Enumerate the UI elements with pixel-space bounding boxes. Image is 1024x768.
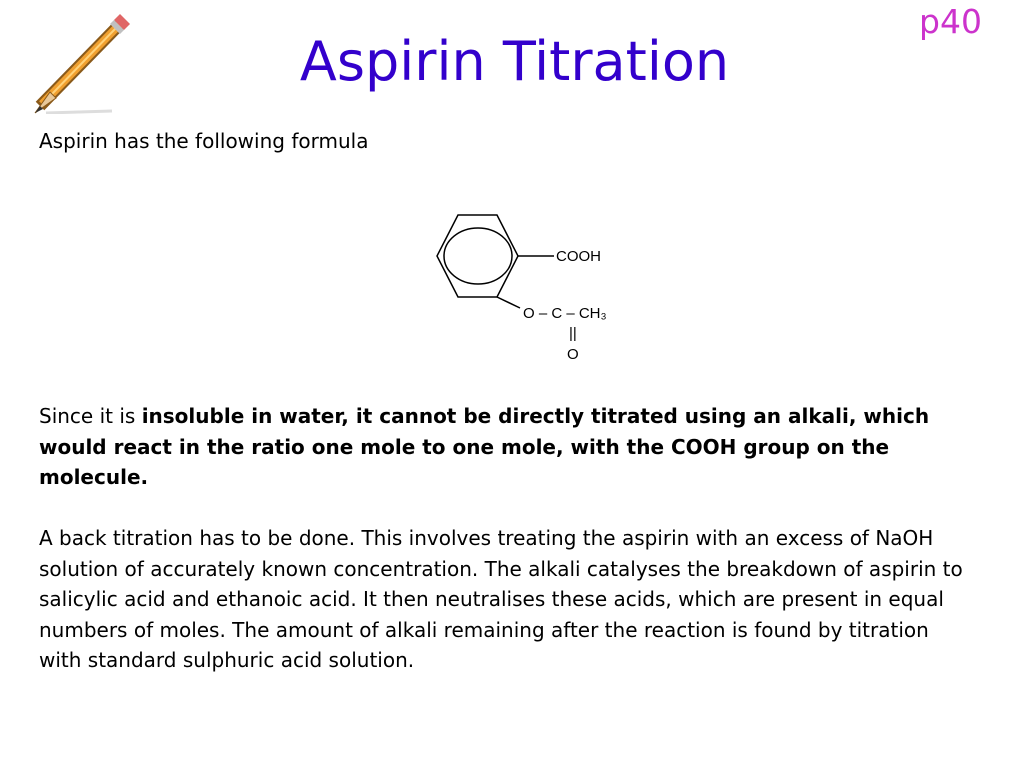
paragraph-solubility-lead: Since it is [39,404,142,428]
carbonyl-oxygen-label: O [567,346,579,363]
paragraph-solubility-bold: insoluble in water, it cannot be directly titrated using an alkali, which would react in the ratio one mole to one mole, with the COOH group on the molecule. [39,404,930,489]
aspirin-structure-diagram [398,208,638,368]
ester-bond [497,297,520,308]
cooh-label: COOH [556,248,601,265]
benzene-inner-circle [444,228,512,284]
slide-title: Aspirin Titration [299,30,730,93]
paragraph-solubility [39,401,974,493]
intro-text: Aspirin has the following formula [39,129,369,153]
paragraph-back-titration: A back titration has to be done. This involves treating the aspirin with an excess of NaOH solution of accurately known concentration. The alkali catalyses the breakdown of aspirin to salicylic acid and ethanoic acid. It then neutralises these acids, which are present in equal numbers of moles. The amount of alkali remaining after the reaction is found by titration with standard sulphuric acid solution. [39,526,963,672]
page-number: p40 [919,2,982,41]
double-bond-label: || [569,325,577,342]
ester-chain-label: O – C – CH₃ [523,305,607,322]
pencil-shadow [46,111,112,113]
